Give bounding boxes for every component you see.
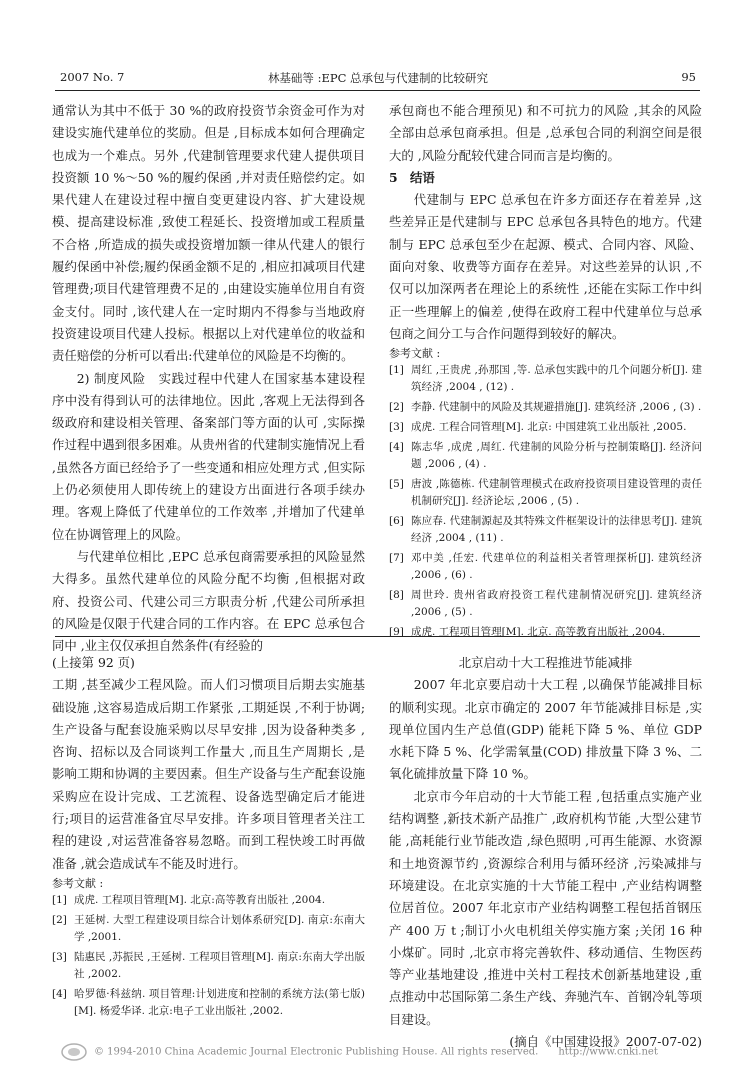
cnki-logo-icon (60, 1041, 88, 1063)
section-divider (55, 636, 700, 637)
reference-item: [5] 唐波 ,陈德栋. 代建制管理模式在政府投资项目建设管理的责任机制研究[J]. 经济论坛 ,2006 , (5) . (389, 478, 702, 508)
reference-item: [1] 周红 ,王贵虎 ,孙那国 ,等. 总承包实践中的几个问题分析[J]. 建筑经济 ,2004 , (12) . (389, 364, 702, 394)
running-title: 林基础等 :EPC 总承包与代建制的比较研究 (267, 71, 489, 85)
reference-item: [6] 陈应春. 代建制源起及其特殊文件框架设计的法律思考[J]. 建筑经济 ,2004 , (11) . (389, 515, 702, 545)
reference-item: [4] 哈罗德·科兹纳. 项目管理:计划进度和控制的系统方法(第七版) [M]. 杨爱华译. 北京:电子工业出版社 ,2002. (52, 987, 365, 1017)
reference-item: [4] 陈志华 ,成虎 ,周红. 代建制的风险分析与控制策略[J]. 经济问题 ,2006 , (4) . (389, 441, 702, 471)
body-paragraph: 代建制与 EPC 总承包在许多方面还存在着差异 ,这些差异正是代建制与 EPC 总承包各具特色的地方。代建制与 EPC 总承包至少在起源、模式、合同内容、风险、面向对象、收费等方面存在差异。对这些差异的认识 ,不仅可以加深两者在理论上的系统性 ,还能在实际工作中纠正一些理解上的偏差 ,使得在政府工程中代建单位与总承包商之间分工与合作问题得到较好的解决。 (389, 192, 702, 341)
top-right-column (389, 100, 702, 644)
news-title: 北京启动十大工程推进节能减排 (458, 655, 633, 670)
top-left-column (52, 100, 365, 657)
reference-list (389, 362, 702, 641)
copyright-text: © 1994-2010 China Academic Journal Electronic Publishing House. All rights reserved. http://www.cnki.net (94, 1046, 658, 1058)
issue-label: 2007 No. 7 (60, 70, 125, 84)
bottom-right-column (389, 652, 702, 1053)
running-header (60, 70, 696, 88)
reference-item: [9] 成虎. 工程项目管理[M]. 北京. 高等教育出版社 ,2004. (389, 626, 666, 639)
body-paragraph: 通常认为其中不低于 30 %的政府投资节余资金可作为对建设实施代建单位的奖励。但是 ,目标成本如何合理确定也成为一个难点。另外 ,代建制管理要求代建人提供项目投资额 10 %～50 %的履约保函 ,并对责任赔偿约定。如果代建人在建设过程中擅自变更建设内容、扩大建设规模、提高建设标准 ,致使工程延长、投资增加或工程质量不合格 ,所造成的损失或投资增加额一律从代建人的银行履约保函中补偿;履约保函金额不足的 ,相应扣减项目代建管理费;项目代建管理费不足的 ,由建设实施单位用自有资金支付。同时 ,该代建人在一定时期内不得参与当地政府投资建设项目代建人投标。根据以上对代建单位的收益和责任赔偿的分析可以看出:代建单位的风险是不均衡的。 (52, 103, 365, 364)
body-paragraph: 承包商也不能合理预见) 和不可抗力的风险 ,其余的风险全部由总承包商承担。但是 ,总承包合同的利润空间是很大的 ,风险分配较代建合同而言是均衡的。 (389, 103, 702, 163)
reference-item: [8] 周世玲. 贵州省政府投资工程代建制情况研究[J]. 建筑经济 ,2006 , (5) . (389, 589, 702, 619)
page-number: 95 (681, 70, 696, 84)
body-paragraph: 与代建单位相比 ,EPC 总承包商需要承担的风险显然大得多。虽然代建单位的风险分配不均衡 ,但根据对政府、投资公司、代建公司三方职责分析 ,代建公司所承担的风险是仅限于代建合同的工作内容。在 EPC 总承包合同中 ,业主仅仅承担自然条件(有经验的 (52, 548, 365, 654)
section-heading: 5 结语 (389, 169, 435, 185)
reference-item: [2] 李静. 代建制中的风险及其规避措施[J]. 建筑经济 ,2006 , (3) . (389, 401, 702, 414)
reference-item: [7] 邓中美 ,任宏. 代建单位的利益相关者管理探析[J]. 建筑经济 ,2006 , (6) . (389, 552, 702, 582)
reference-item: [3] 陆惠民 ,苏振民 ,王延树. 工程项目管理[M]. 南京:东南大学出版社 ,2002. (52, 950, 365, 980)
references-title: 参考文献 : (389, 347, 441, 361)
body-paragraph: 北京市今年启动的十大节能工程 ,包括重点实施产业结构调整 ,新技术新产品推广 ,政府机构节能 ,大型公建节能 ,高耗能行业节能改造 ,绿色照明 ,可再生能源、水资源和土地资源节约 ,资源综合利用与循环经济 ,污染减排与环境建设。在北京实施的十大节能工程中 ,产业结构调整位居首位。2007 年北京市产业结构调整工程包括首钢压产 400 万 t ;制订小火电机组关停实施方案 ;关闭 16 种小煤矿。同时 ,北京市将完善软件、移动通信、生物医药等产业基地建设 ,推进中关村工程技术创新基地建设 ,重点推动中芯国际第二条生产线、奔驰汽车、首钢冷轧等项目建设。 (389, 788, 702, 1027)
reference-item: [3] 成虎. 工程合同管理[M]. 北京: 中国建筑工业出版社 ,2005. (389, 421, 687, 434)
reference-item: [2] 王延树. 大型工程建设项目综合计划体系研究[D]. 南京:东南大学 ,2001. (52, 913, 365, 943)
header-rule (55, 90, 700, 91)
body-paragraph: 工期 ,甚至减少工程风险。而人们习惯项目后期去实施基础设施 ,这容易造成后期工作紧张 ,工期延误 ,不利于协调;生产设备与配套设施采购以尽早安排 ,因为设备种类多 ,咨询、招标以及合同谈判工作量大 ,而且生产周期长 ,是影响工期和协调的主要因素。但生产设备与生产配套设施采购应在设计完成、工艺流程、设备选型确定后才能进行;项目的运营准备宜尽早安排。许多项目管理者关注工程的建设 ,对运营准备容易忽略。而到工程快竣工时再做准备 ,就会造成试车不能及时进行。 (52, 677, 365, 871)
reference-item: [1] 成虎. 工程项目管理[M]. 北京:高等教育出版社 ,2004. (52, 893, 326, 906)
bottom-left-column (52, 652, 365, 1023)
copyright-footer (60, 1041, 680, 1063)
body-paragraph: 2) 制度风险 实践过程中代建人在国家基本建设程序中没有得到认可的法律地位。因此 ,客观上无法得到各级政府和建设相关管理、备案部门等方面的认可 ,实际操作过程中遇到很多困难。从贵州省的代建制实施情况上看 ,虽然各方面已经给予了一些变通和相应处理方式 ,但实际上仍必须使用人即传统上的建设方出面进行各项手续办理。客观上降低了代建单位的工作效率 ,并增加了代建单位在协调管理上的风险。 (52, 370, 365, 542)
body-paragraph: 2007 年北京要启动十大工程 ,以确保节能减排目标的顺利实现。北京市确定的 2007 年节能减排目标是 ,实现单位国内生产总值(GDP) 能耗下降 5 %、单位 GDP 水耗下降 5 %、化学需氧量(COD) 排放量下降 3 %、二氧化硫排放量下降 10 %。 (389, 677, 702, 782)
reference-list (52, 892, 365, 1020)
references-title: 参考文献 : (52, 876, 104, 890)
source-citation: (摘自《中国建设报》2007-07-02) (509, 1034, 702, 1050)
continued-from-note: (上接第 92 页) (52, 655, 135, 670)
